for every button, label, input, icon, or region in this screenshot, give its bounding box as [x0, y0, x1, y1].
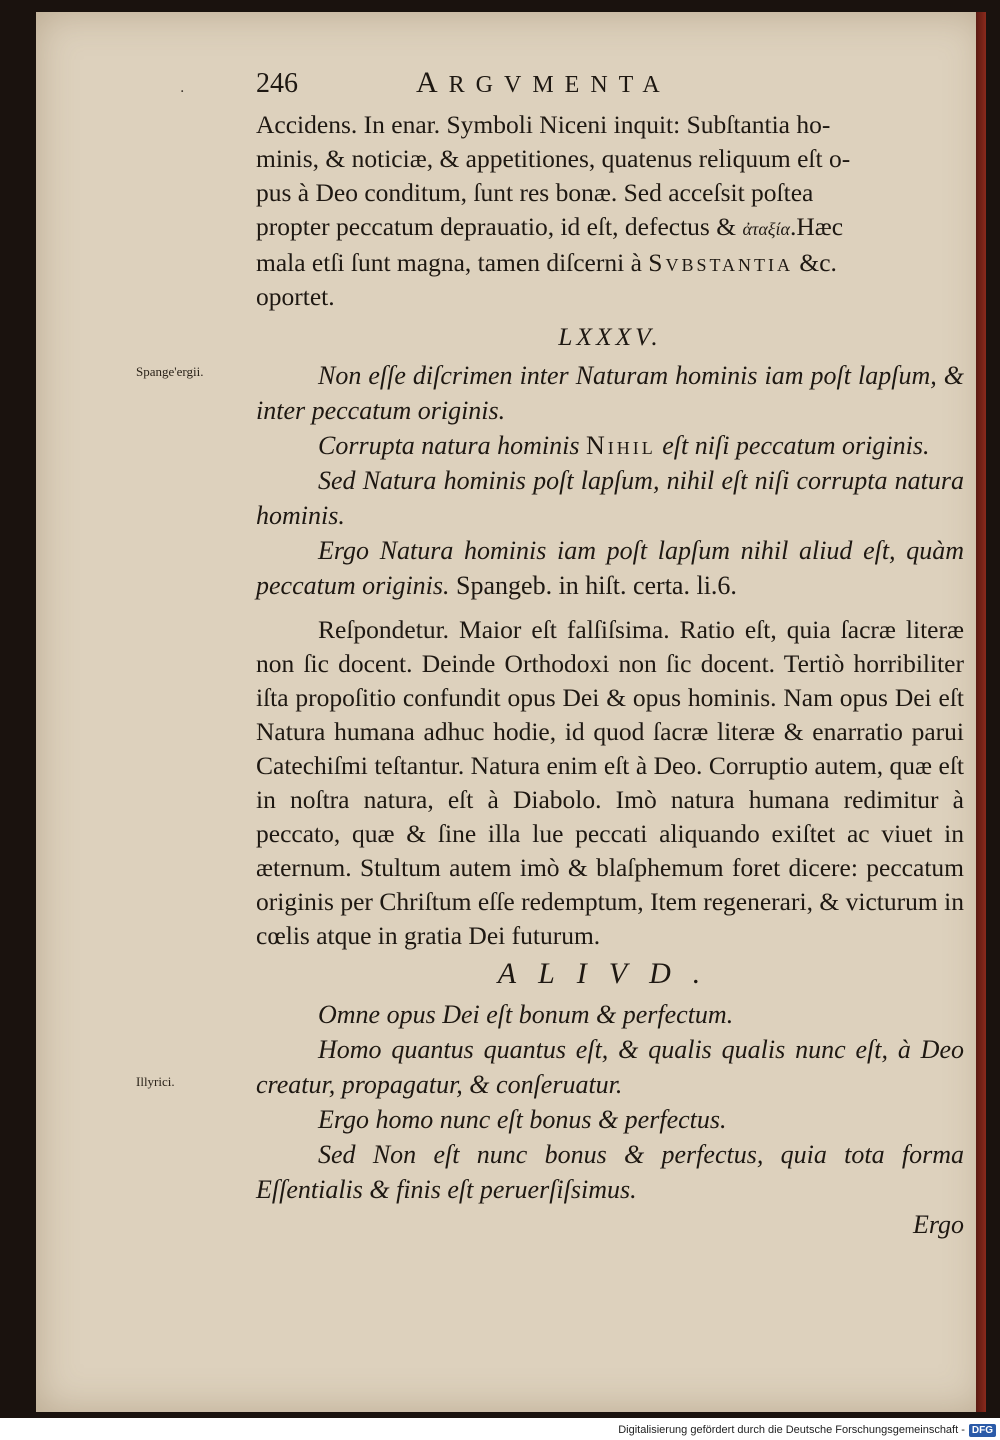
- intro-line: propter peccatum deprauatio, id eſt, defectus &: [256, 212, 743, 241]
- margin-dot: ·: [180, 84, 185, 100]
- page-header: [256, 66, 964, 108]
- book-spine-edge: [976, 12, 986, 1412]
- catchword: Ergo: [912, 1210, 964, 1239]
- aliud-heading: ALIVD.: [497, 957, 723, 990]
- margin-note-illyrici: Illyrici.: [136, 1074, 175, 1089]
- thesis: Non eſſe diſcrimen inter Naturam hominis iam poſt lapſum, & inter peccatum originis.: [256, 361, 964, 425]
- greek-word: ἀταξία: [742, 219, 790, 239]
- running-head-rest: RGVMENTA: [448, 72, 671, 98]
- intro-line: oportet.: [256, 282, 335, 311]
- syllogism-spangenberg: [256, 358, 964, 603]
- intro-line: .Hæc: [789, 212, 844, 241]
- premise-text: Corrupta natura hominis: [318, 431, 586, 460]
- credit-text: Digitalisierung gefördert durch die Deutsche Forschungsgemeinschaft -: [618, 1424, 965, 1436]
- response-paragraph: Reſpondetur. Maior eſt falſiſsima. Ratio eſt, quia ſacræ literæ non ſic docent. Deinde Orthodoxi non ſic docent. Tertiò horribiliter iſta propoſitio confundit opus Dei & opus hominis. Nam opus Dei eſt Natura humana adhuc hodie, id quod ſacræ literæ & enarratio parui Catechiſmi teſtantur. Natura enim eſt à Deo. Corruptio autem, quæ eſt in noſtra natura, eſt à Diabolo. Imò natura humana redimitur à peccato, quæ & ſine illa lue peccati aliquando exiſtet ac viuet in æternum. Stultum autem imò & blaſphemum foret dicere: peccatum originis per Chriſtum eſſe redemptum, Item regenerari, & victurum in cœlis atque in gratia Dei futurum.: [256, 615, 964, 950]
- running-head: [416, 66, 671, 102]
- digitization-credit: [596, 1420, 996, 1440]
- page-text: [256, 66, 964, 1242]
- running-head-initial: A: [416, 66, 449, 99]
- margin-note-spangenberg: Spange'ergii.: [136, 364, 204, 379]
- section-number: LXXXV.: [558, 322, 662, 351]
- intro-line: minis, & noticiæ, & appetitiones, quatenus reliquum eſt o-: [256, 144, 851, 173]
- conclusion: Ergo homo nunc eſt bonus & perfectus.: [318, 1105, 727, 1134]
- intro-line: mala etſi ſunt magna, tamen diſcerni à: [256, 248, 649, 277]
- intro-paragraph: [256, 108, 964, 314]
- intro-line: pus à Deo conditum, ſunt res bonæ. Sed acceſsit poſtea: [256, 178, 814, 207]
- premise-text: eſt niſi peccatum originis.: [655, 431, 930, 460]
- page-number: 246: [256, 68, 298, 99]
- minor-premise: Homo quantus quantus eſt, & qualis qualis nunc eſt, à Deo creatur, propagatur, & conſeruatur.: [256, 1035, 964, 1099]
- small-caps-word: Svbstantia: [648, 248, 794, 277]
- citation: Spangeb. in hiſt. certa. li.6.: [449, 571, 737, 600]
- conclusion-text: Ergo Natura hominis iam poſt lapſum nihil aliud eſt, quàm peccatum originis.: [256, 536, 964, 600]
- small-caps-word: Nihil: [586, 431, 656, 460]
- minor-premise: Sed Natura hominis poſt lapſum, nihil eſt niſi corrupta natura hominis.: [256, 466, 964, 530]
- conclusion: [256, 533, 964, 603]
- syllogism-illyrici: [256, 997, 964, 1242]
- dfg-logo: DFG: [969, 1424, 996, 1437]
- intro-line: &c.: [793, 248, 837, 277]
- objection: Sed Non eſt nunc bonus & perfectus, quia tota forma Eſſentialis & finis eſt peruerſiſsimus.: [256, 1140, 964, 1204]
- major-premise: [256, 428, 964, 463]
- major-premise: Omne opus Dei eſt bonum & perfectum.: [318, 1000, 734, 1029]
- intro-line: Accidens. In enar. Symboli Niceni inquit: Subſtantia ho-: [256, 110, 831, 139]
